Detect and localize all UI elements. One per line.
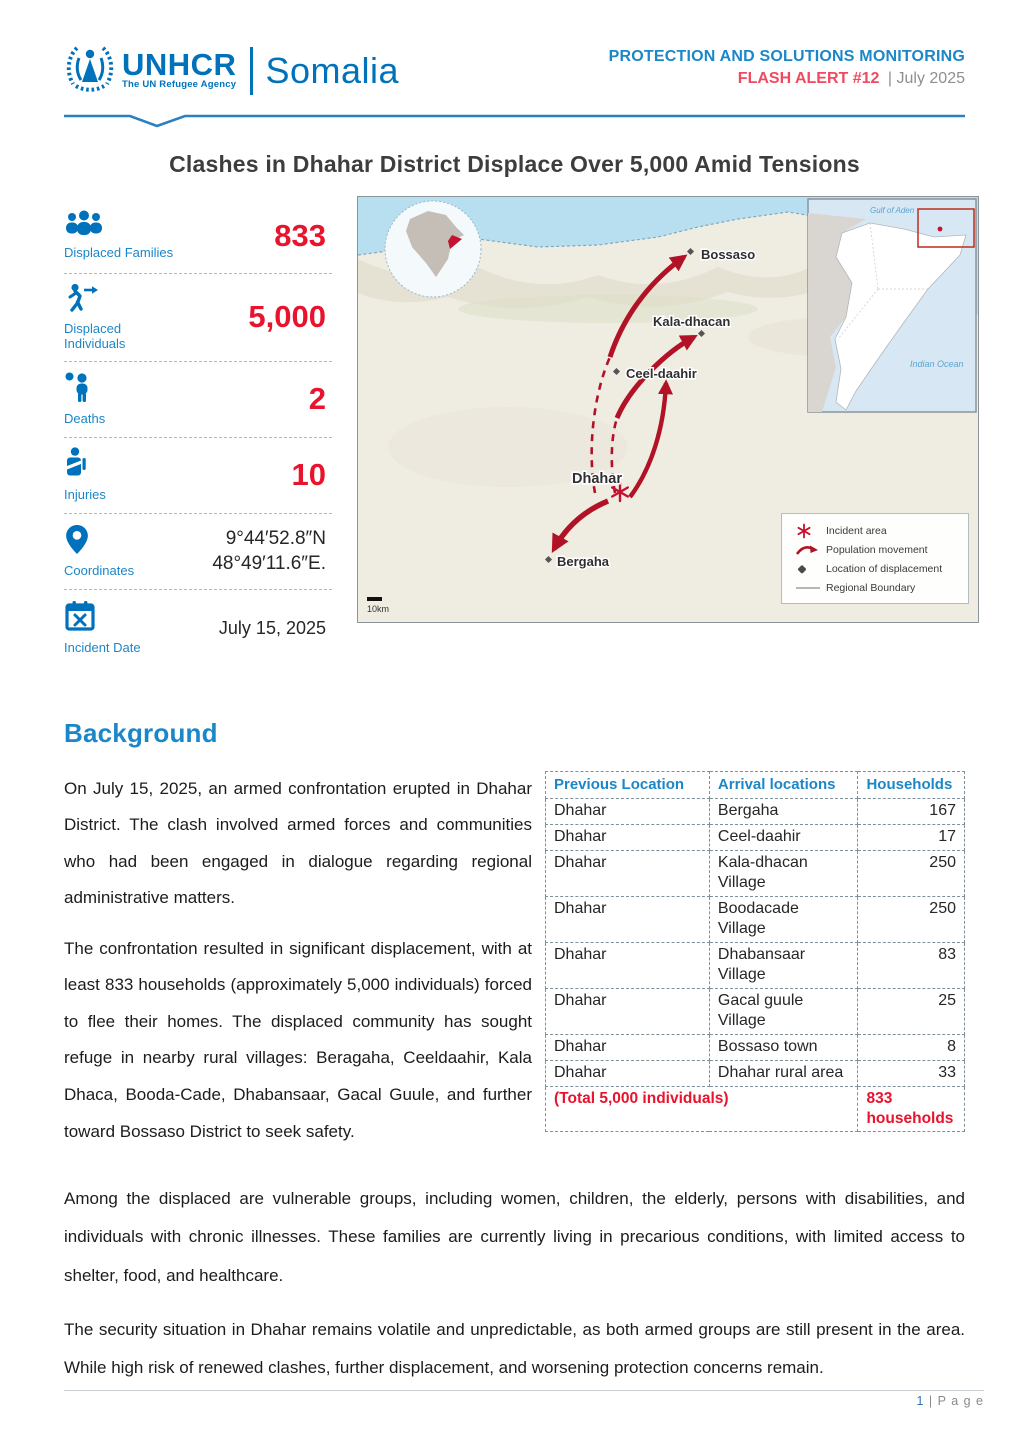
table-row: Dhahar Bergaha 167 <box>546 799 965 825</box>
unhcr-emblem-icon <box>64 42 116 99</box>
key-figures-panel <box>64 196 332 666</box>
population-movement-icon <box>796 544 826 556</box>
brand-divider <box>250 47 253 95</box>
table-total-value: 833 households <box>858 1087 965 1132</box>
table-row: Dhahar Gacal guule Village 25 <box>546 989 965 1035</box>
displaced-individuals-icon <box>64 300 100 317</box>
stat-incident-date <box>64 590 332 666</box>
map-scale: 10km <box>367 597 389 614</box>
program-title: PROTECTION AND SOLUTIONS MONITORING <box>608 48 965 65</box>
stat-label: Displaced Individuals <box>64 321 126 352</box>
column-header: Households <box>858 771 965 799</box>
inset-label-gulf-of-aden: Gulf of Aden <box>870 206 915 215</box>
page-title: Clashes in Dhahar District Displace Over 5,000 Amid Tensions <box>169 151 860 177</box>
stat-label: Incident Date <box>64 639 141 655</box>
map-label-bergaha: Bergaha <box>557 554 610 569</box>
table-row: Dhahar Bossaso town 8 <box>546 1035 965 1061</box>
table-header-row <box>546 771 965 799</box>
stat-deaths <box>64 362 332 438</box>
stat-displaced-families <box>64 198 332 274</box>
background-heading: Background <box>64 717 218 748</box>
map-label-ceel-daahir: Ceel-daahir <box>626 366 697 381</box>
table-row: Dhahar Ceel-daahir 17 <box>546 825 965 851</box>
background-paragraph-4: The security situation in Dhahar remains volatile and unpredictable, as both armed groups are still present in the area. While high risk of renewed clashes, further displacement, and worsening protection concerns remain. <box>64 1319 965 1378</box>
displacement-table <box>545 771 965 1133</box>
incident-area-icon <box>796 523 826 539</box>
stat-value: 833 <box>274 217 326 253</box>
table-total-row <box>546 1087 965 1132</box>
injuries-icon <box>64 466 92 483</box>
stat-value: July 15, 2025 <box>218 617 326 638</box>
displaced-families-icon <box>64 224 104 241</box>
header-rule <box>64 113 965 129</box>
stat-label: Injuries <box>64 487 106 503</box>
unhcr-brand <box>64 42 399 99</box>
background-paragraph-2: The confrontation resulted in significant displacement, with at least 833 households (approximately 5,000 individuals) forced to flee their homes. The displaced community has sought refuge in nearby rural villages: Beragaha, Ceeldaahir, Kala Dhaca, Booda-Cade, Dhabansaar, Gacal Guule, and further toward Bossaso District to seek safety. <box>64 938 532 1141</box>
incident-date-icon <box>64 619 96 636</box>
scale-bar <box>367 597 382 601</box>
table-row: Dhahar Dhahar rural area 33 <box>546 1061 965 1087</box>
deaths-icon <box>64 390 96 407</box>
inset-label-indian-ocean: Indian Ocean <box>910 359 964 369</box>
stat-displaced-individuals <box>64 274 332 362</box>
stat-injuries <box>64 438 332 514</box>
stat-value-coordinates: 9°44′52.8″N 48°49′11.6″E. <box>212 527 326 575</box>
stat-value: 2 <box>308 381 326 417</box>
map-legend: Incident area Population movement Location of displacement Regional Boundary <box>781 513 969 604</box>
column-header: Previous Location <box>546 771 710 799</box>
table-row: Dhahar Dhabansaar Village 83 <box>546 943 965 989</box>
background-paragraph-3: Among the displaced are vulnerable groups, including women, children, the elderly, persons with disabilities, and individuals with chronic illnesses. These families are currently living in precarious conditions, with limited access to shelter, food, and healthcare. <box>64 1189 965 1285</box>
coordinates-icon <box>64 542 90 559</box>
alert-date: | July 2025 <box>887 70 965 87</box>
stat-label: Displaced Families <box>64 245 174 261</box>
map-label-bossaso: Bossaso <box>701 247 756 262</box>
table-row: Dhahar Kala-dhacan Village 250 <box>546 851 965 897</box>
map-label-kala-dhacan: Kala-dhacan <box>653 314 731 329</box>
page-number: 1 | P a g e <box>916 1394 984 1408</box>
header <box>64 42 965 99</box>
table-total-label: (Total 5,000 individuals) <box>546 1087 858 1132</box>
stat-label: Deaths <box>64 411 106 427</box>
stat-value: 5,000 <box>248 299 326 335</box>
location-of-displacement-icon <box>796 563 826 575</box>
flash-alert-label: FLASH ALERT #12 <box>737 70 880 87</box>
table-row: Dhahar Boodacade Village 250 <box>546 897 965 943</box>
somalia-inset-map <box>808 199 976 412</box>
regional-boundary-icon <box>796 586 826 590</box>
unhcr-tagline: The UN Refugee Agency <box>122 79 237 91</box>
map-label-dhahar: Dhahar <box>572 471 622 487</box>
column-header: Arrival locations <box>709 771 858 799</box>
globe-inset <box>385 201 481 297</box>
country-title: Somalia <box>265 49 399 91</box>
stat-label: Coordinates <box>64 562 135 578</box>
page-footer <box>64 1390 984 1408</box>
background-paragraph-1: On July 15, 2025, an armed confrontation erupted in Dhahar District. The clash involved armed forces and communities who had been engaged in dialogue regarding regional administrative matters. <box>64 778 532 908</box>
stat-coordinates <box>64 514 332 590</box>
unhcr-wordmark: UNHCR <box>122 46 237 82</box>
stat-value: 10 <box>291 457 326 493</box>
footer-divider <box>64 1390 984 1391</box>
displacement-map <box>357 196 979 623</box>
